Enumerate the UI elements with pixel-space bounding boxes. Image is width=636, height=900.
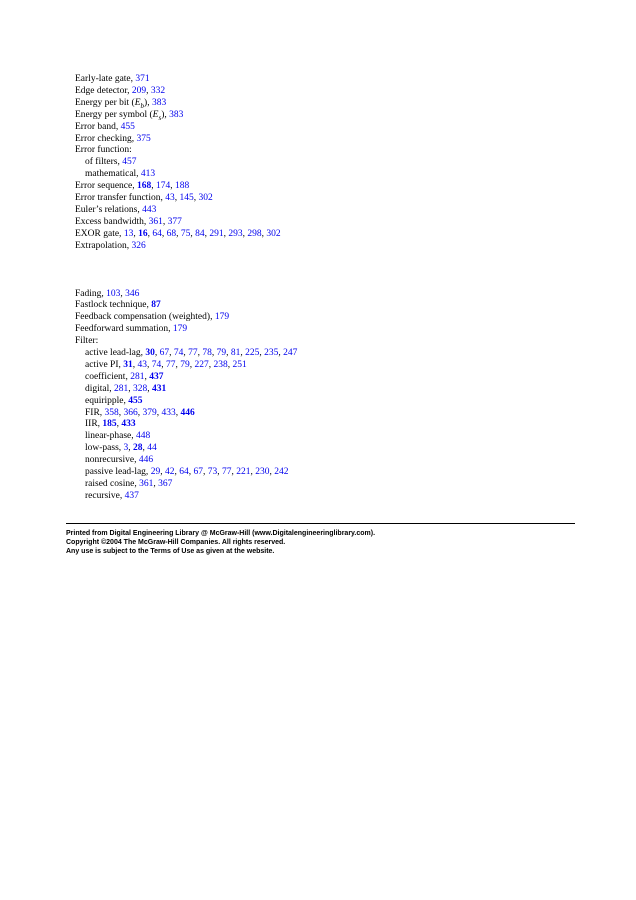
page-ref-separator: , xyxy=(161,228,167,239)
page-ref-link[interactable]: 77 xyxy=(221,467,232,477)
page-ref-separator: , xyxy=(147,359,152,370)
page-ref-link[interactable]: 44 xyxy=(147,443,157,454)
page-ref-link[interactable]: 413 xyxy=(140,169,156,180)
footer-line-terms: Any use is subject to the Terms of Use as given at the website. xyxy=(66,548,275,555)
page-ref-link[interactable]: 247 xyxy=(283,348,298,358)
entry-term-suffix: ), xyxy=(144,97,152,108)
page-ref-separator: , xyxy=(217,467,222,477)
page-ref-separator: , xyxy=(211,348,217,358)
page-ref-link[interactable]: 446 xyxy=(180,407,195,418)
entry-symbol-subscript: b xyxy=(140,101,145,110)
page-ref-link[interactable]: 437 xyxy=(124,490,139,501)
index-subentry xyxy=(85,479,172,490)
entry-term: of filters, xyxy=(85,157,123,168)
page-ref-link[interactable]: 209 xyxy=(131,85,147,96)
page-ref-separator: , xyxy=(188,467,194,477)
index-subentry xyxy=(85,384,166,395)
page-ref-link[interactable]: 221 xyxy=(236,467,251,477)
page-ref-link[interactable]: 225 xyxy=(245,348,260,358)
page-ref-separator: , xyxy=(269,467,275,477)
page-ref-link[interactable]: 30 xyxy=(145,348,155,358)
page-ref-separator: , xyxy=(223,228,229,239)
page-ref-link[interactable]: 79 xyxy=(180,359,190,370)
page-ref-link[interactable]: 179 xyxy=(214,312,230,323)
page-ref-separator: , xyxy=(183,348,189,358)
entry-term: mathematical, xyxy=(85,169,141,180)
index-subentry xyxy=(85,360,247,371)
page-ref-link[interactable]: 103 xyxy=(106,288,121,299)
page-ref-link[interactable]: 84 xyxy=(195,228,205,239)
page-ref-separator: , xyxy=(278,348,284,358)
page-ref-link[interactable]: 3 xyxy=(123,443,129,454)
page-ref-separator: , xyxy=(202,467,208,477)
entry-term: Error sequence, xyxy=(75,181,137,192)
page-ref-link[interactable]: 230 xyxy=(255,467,270,477)
entry-term: Error function: xyxy=(75,145,132,156)
page-ref-separator: , xyxy=(169,348,174,358)
page-ref-separator: , xyxy=(174,193,180,203)
page-ref-separator: , xyxy=(156,407,162,418)
page-ref-separator: , xyxy=(176,228,181,239)
index-subentry xyxy=(85,157,136,168)
page-ref-link[interactable]: 73 xyxy=(207,467,218,477)
page-ref-link[interactable]: 371 xyxy=(135,74,150,84)
page-ref-separator: , xyxy=(154,348,160,358)
entry-term: low-pass, xyxy=(85,443,124,454)
index-subentry xyxy=(85,431,150,442)
index-entry xyxy=(75,181,189,192)
page-ref-separator: , xyxy=(240,348,246,358)
index-entry xyxy=(75,86,165,97)
page-ref-separator: , xyxy=(132,359,138,370)
index-subentry xyxy=(85,408,195,419)
entry-term: EXOR gate, xyxy=(75,228,124,239)
page-ref-link[interactable]: 168 xyxy=(136,181,152,192)
page-ref-separator: , xyxy=(175,407,181,418)
index-subentry xyxy=(85,467,288,478)
index-entry xyxy=(75,289,139,300)
page-ref-link[interactable]: 281 xyxy=(130,371,145,382)
entry-term: digital, xyxy=(85,383,115,394)
index-entry xyxy=(75,312,229,323)
page-ref-separator: , xyxy=(151,181,156,192)
footer xyxy=(66,529,375,556)
footer-line-copyright: Copyright ©2004 The McGraw-Hill Companies. All rights reserved. xyxy=(66,539,286,546)
entry-term: equiripple, xyxy=(85,395,129,406)
page-ref-link[interactable]: 302 xyxy=(198,193,213,203)
page-ref-link[interactable]: 358 xyxy=(104,407,119,418)
entry-symbol-subscript: s xyxy=(158,113,162,122)
entry-term: Error checking, xyxy=(75,133,137,144)
page-ref-link[interactable]: 367 xyxy=(158,478,173,489)
entry-term: active PI, xyxy=(85,359,124,370)
page-ref-link[interactable]: 64 xyxy=(152,228,162,239)
entry-term: Error transfer function, xyxy=(75,193,166,203)
entry-term: active lead-lag, xyxy=(85,348,146,358)
footer-line-printed: Printed from Digital Engineering Library @ McGraw-Hill (www.Digitalengineeringlibrary.com). xyxy=(66,530,376,537)
page-ref-separator: , xyxy=(250,467,256,477)
page-ref-separator: , xyxy=(144,371,150,382)
page-ref-link[interactable]: 67 xyxy=(159,348,170,358)
page-ref-separator: , xyxy=(146,85,151,96)
entry-term: Energy per symbol ( xyxy=(75,109,153,120)
page-ref-link[interactable]: 227 xyxy=(194,359,209,370)
page-ref-link[interactable]: 366 xyxy=(123,407,138,418)
page-ref-separator: , xyxy=(231,467,237,477)
page-ref-separator: , xyxy=(208,359,214,370)
page-ref-link[interactable]: 446 xyxy=(138,455,154,466)
page-ref-link[interactable]: 42 xyxy=(164,467,175,477)
index-subentry xyxy=(85,396,143,407)
index-entry xyxy=(75,336,98,347)
entry-term: Euler’s relations, xyxy=(75,204,143,215)
entry-symbol: E xyxy=(152,109,159,120)
page-ref-link[interactable]: 74 xyxy=(151,359,162,370)
index-entry xyxy=(75,241,146,252)
page-ref-link[interactable]: 251 xyxy=(232,359,247,370)
index-entry xyxy=(75,193,213,204)
entry-term: raised cosine, xyxy=(85,478,140,489)
index-entry xyxy=(75,122,135,133)
page-ref-link[interactable]: 455 xyxy=(120,121,135,132)
page-ref-link[interactable]: 87 xyxy=(151,300,161,311)
page-ref-separator: , xyxy=(116,419,122,430)
page-ref-separator: , xyxy=(259,348,265,358)
page-ref-separator: , xyxy=(189,359,195,370)
entry-symbol: E xyxy=(134,97,141,108)
index-subentry xyxy=(85,419,136,430)
page-ref-link[interactable]: 81 xyxy=(230,348,241,358)
entry-term: Fading, xyxy=(75,288,107,299)
page-ref-separator: , xyxy=(118,407,124,418)
entry-term: Error band, xyxy=(75,121,121,132)
page-ref-link[interactable]: 29 xyxy=(150,467,161,477)
page-ref-separator: , xyxy=(153,478,159,489)
page-ref-link[interactable]: 437 xyxy=(149,371,164,382)
page-ref-link[interactable]: 68 xyxy=(166,228,177,239)
index-entry xyxy=(75,74,150,85)
entry-term: Excess bandwidth, xyxy=(75,216,149,227)
entry-term: recursive, xyxy=(85,490,125,501)
page-ref-link[interactable]: 43 xyxy=(137,359,148,370)
page-ref-link[interactable]: 74 xyxy=(173,348,184,358)
index-entry xyxy=(75,324,187,335)
page-ref-link[interactable]: 13 xyxy=(123,228,134,239)
entry-term: Feedforward summation, xyxy=(75,324,173,335)
page-ref-link[interactable]: 328 xyxy=(133,383,148,394)
page-ref-link[interactable]: 28 xyxy=(133,443,143,454)
page-ref-separator: , xyxy=(142,443,148,454)
entry-term-suffix: ), xyxy=(161,109,170,120)
index-subentry xyxy=(85,491,139,502)
index-subentry xyxy=(85,348,297,359)
index-subentry xyxy=(85,372,163,383)
page-ref-separator: , xyxy=(133,228,139,239)
page-ref-link[interactable]: 377 xyxy=(167,216,182,227)
page-ref-separator: , xyxy=(161,359,167,370)
entry-term: Filter: xyxy=(75,336,99,347)
page-ref-link[interactable]: 361 xyxy=(148,216,163,227)
entry-term: Early-late gate, xyxy=(75,74,136,84)
page-ref-link[interactable]: 433 xyxy=(121,419,136,430)
page-ref-separator: , xyxy=(147,228,153,239)
page-ref-link[interactable]: 64 xyxy=(179,467,189,477)
page-ref-link[interactable]: 281 xyxy=(114,383,129,394)
page-ref-link[interactable]: 332 xyxy=(150,85,166,96)
page-ref-link[interactable]: 235 xyxy=(264,348,279,358)
entry-term: FIR, xyxy=(85,407,105,418)
page-ref-separator: , xyxy=(137,407,143,418)
page-ref-link[interactable]: 431 xyxy=(152,383,167,394)
page-ref-link[interactable]: 77 xyxy=(188,348,198,358)
page-ref-separator: , xyxy=(147,383,153,394)
page-ref-separator: , xyxy=(174,467,180,477)
page-ref-link[interactable]: 242 xyxy=(274,467,289,477)
page-ref-separator: , xyxy=(160,467,165,477)
index-subentry xyxy=(85,455,153,466)
page-ref-separator: , xyxy=(193,193,199,203)
entry-term: Edge detector, xyxy=(75,85,132,96)
page-ref-link[interactable]: 78 xyxy=(202,348,212,358)
index-subentry xyxy=(85,169,155,180)
page-ref-link[interactable]: 455 xyxy=(128,395,143,406)
page-ref-link[interactable]: 145 xyxy=(179,193,194,203)
page-ref-separator: , xyxy=(190,228,196,239)
entry-term: linear-phase, xyxy=(85,431,136,442)
page-ref-separator: , xyxy=(162,216,168,227)
index-entry xyxy=(75,205,156,216)
page-ref-link[interactable]: 346 xyxy=(125,288,140,299)
page-ref-separator: , xyxy=(170,181,175,192)
page-ref-link[interactable]: 31 xyxy=(123,359,133,370)
page-ref-link[interactable]: 75 xyxy=(180,228,191,239)
page-ref-link[interactable]: 383 xyxy=(169,109,184,120)
entry-term: Energy per bit ( xyxy=(75,97,135,108)
page-ref-link[interactable]: 174 xyxy=(155,181,171,192)
page-ref-link[interactable]: 375 xyxy=(136,133,151,144)
page-ref-separator: , xyxy=(175,359,181,370)
entry-term: Feedback compensation (weighted), xyxy=(75,312,215,323)
page-ref-link[interactable]: 77 xyxy=(166,359,176,370)
entry-term: coefficient, xyxy=(85,371,131,382)
page-ref-link[interactable]: 302 xyxy=(266,228,281,239)
page-ref-link[interactable]: 238 xyxy=(213,359,228,370)
page-ref-link[interactable]: 443 xyxy=(142,204,157,215)
index-subentry xyxy=(85,443,157,454)
page-ref-link[interactable]: 179 xyxy=(172,324,188,335)
page-ref-separator: , xyxy=(128,383,134,394)
page-ref-link[interactable]: 361 xyxy=(139,478,154,489)
index-entry xyxy=(75,134,151,145)
page-ref-link[interactable]: 291 xyxy=(209,228,224,239)
entry-term: nonrecursive, xyxy=(85,455,139,466)
page-ref-separator: , xyxy=(226,348,231,358)
page-ref-link[interactable]: 43 xyxy=(165,193,175,203)
index-entry xyxy=(75,217,182,228)
page-ref-separator: , xyxy=(128,443,134,454)
footer-divider xyxy=(66,523,575,524)
index-entry xyxy=(75,300,161,311)
page-ref-link[interactable]: 433 xyxy=(161,407,176,418)
page-ref-separator: , xyxy=(261,228,267,239)
page-ref-separator: , xyxy=(197,348,203,358)
entry-term: IIR, xyxy=(85,419,103,430)
page-ref-link[interactable]: 293 xyxy=(228,228,243,239)
index-entry xyxy=(75,145,132,156)
page-ref-link[interactable]: 298 xyxy=(247,228,262,239)
page-ref-link[interactable]: 188 xyxy=(174,181,190,192)
page-ref-link[interactable]: 16 xyxy=(138,228,148,239)
page-ref-link[interactable]: 379 xyxy=(142,407,157,418)
page-ref-link[interactable]: 79 xyxy=(216,348,227,358)
entry-term: Extrapolation, xyxy=(75,240,132,251)
page-ref-link[interactable]: 185 xyxy=(102,419,117,430)
page-ref-separator: , xyxy=(227,359,233,370)
page-ref-link[interactable]: 448 xyxy=(135,431,151,442)
entry-term: passive lead-lag, xyxy=(85,467,151,477)
page-ref-link[interactable]: 67 xyxy=(193,467,203,477)
page-ref-separator: , xyxy=(204,228,210,239)
entry-term: Fastlock technique, xyxy=(75,300,152,311)
index-entry xyxy=(75,229,281,240)
page-ref-separator: , xyxy=(120,288,126,299)
page-ref-link[interactable]: 383 xyxy=(151,97,167,108)
page-ref-link[interactable]: 326 xyxy=(131,240,146,251)
page-ref-separator: , xyxy=(242,228,248,239)
page-ref-link[interactable]: 457 xyxy=(122,157,137,168)
